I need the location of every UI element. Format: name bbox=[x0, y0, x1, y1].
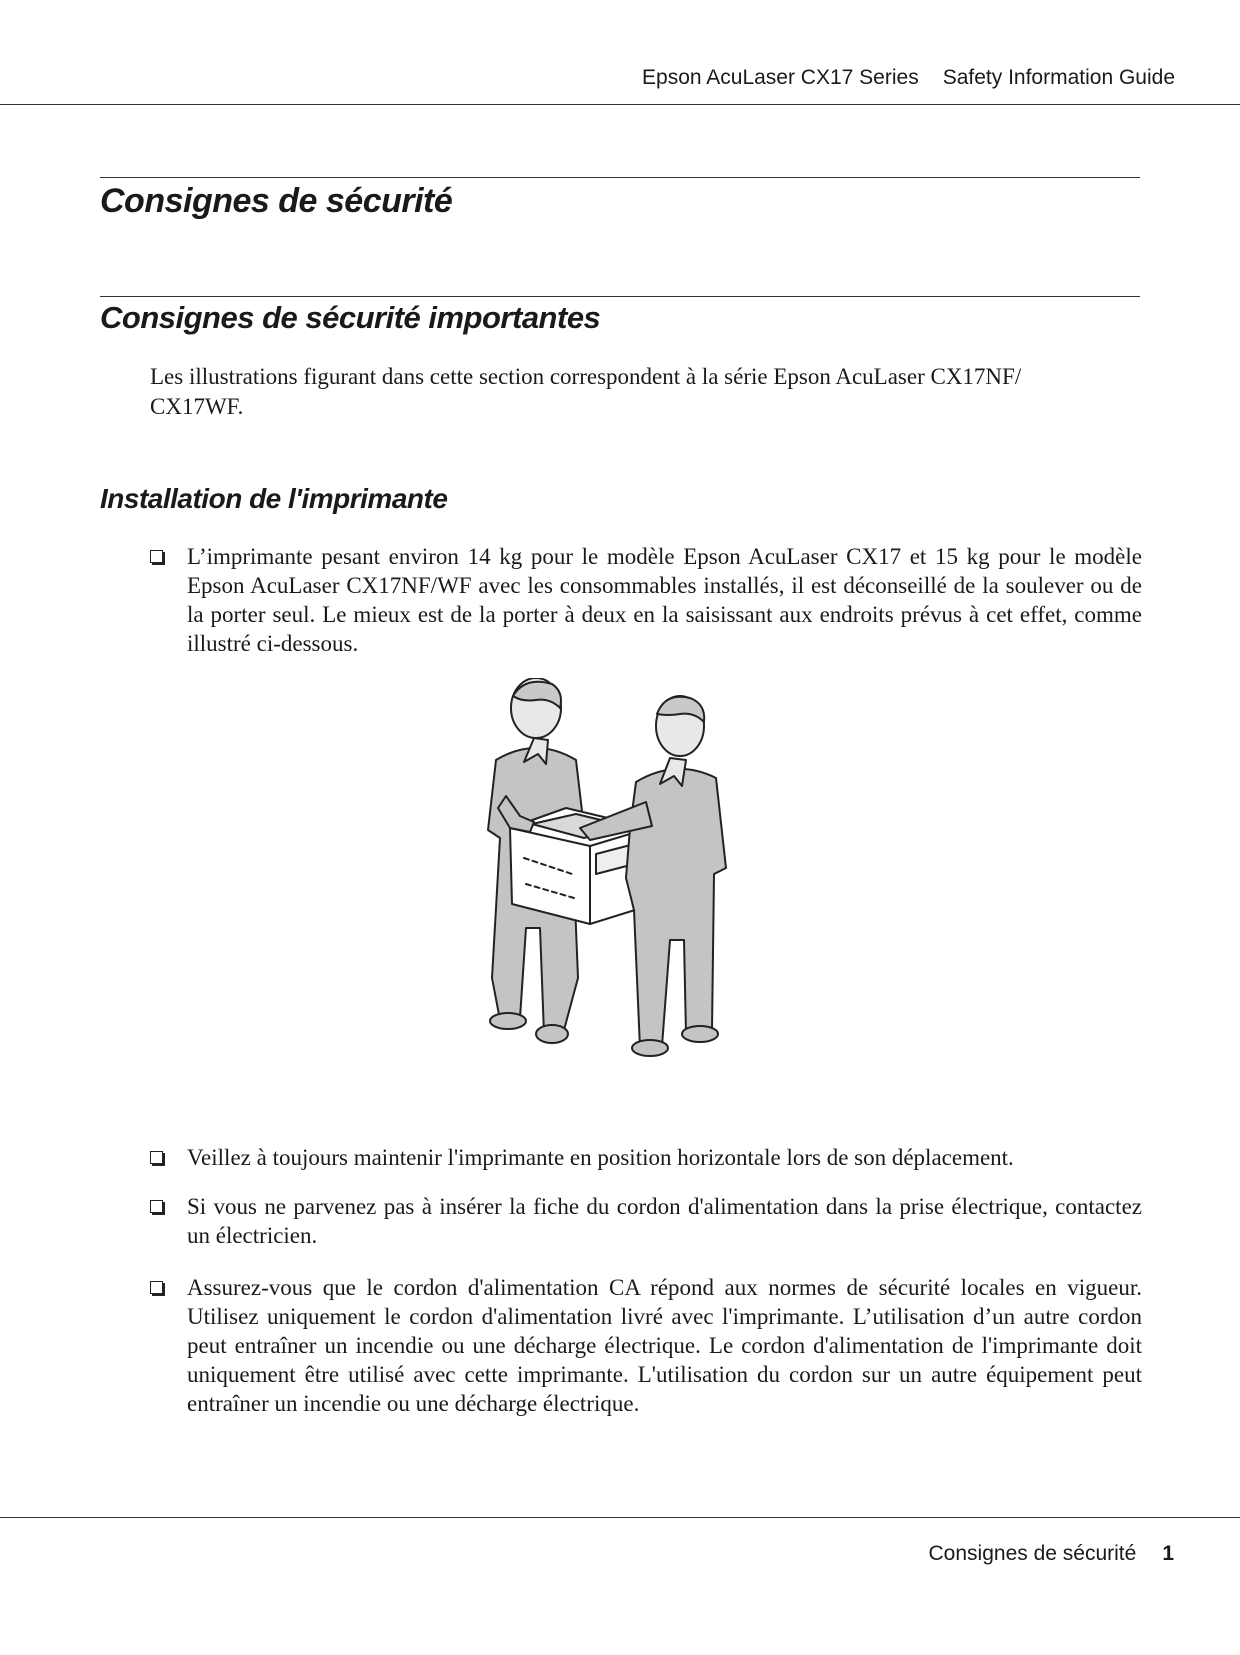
list-item-text: Assurez-vous que le cordon d'alimentation CA répond aux normes de sécurité locales en vigueur. Utilisez uniquement le cordon d'alimentation livré avec l'imprimante. L’utilisation d’un autre cordon peut entraîner un incendie ou une décharge électrique. Le cordon d'alimentation de l'imprimante doit uniquement être utilisé avec cette imprimante. L'utilisation du cordon sur un autre équipement peut entraîner un incendie ou une décharge électrique. bbox=[187, 1275, 1142, 1416]
section-intro: Les illustrations figurant dans cette section correspondent à la série Epson AcuLaser CX17NF/ CX17WF. bbox=[150, 364, 1022, 419]
page-number: 1 bbox=[1162, 1542, 1174, 1565]
list-item bbox=[150, 1273, 1142, 1418]
list-item-text: L’imprimante pesant environ 14 kg pour le modèle Epson AcuLaser CX17 et 15 kg pour le modèle Epson AcuLaser CX17NF/WF avec les consommables installés, il est déconseillé de la soulever ou de la porter seul. Le mieux est de la porter à deux en la saisissant aux endroits prévus à cet effet, comme illustré ci-dessous. bbox=[187, 544, 1142, 656]
header-text bbox=[642, 66, 1175, 90]
subsection-title: Installation de l'imprimante bbox=[100, 483, 448, 514]
page-header bbox=[0, 0, 1240, 105]
checkbox-bullet-icon bbox=[150, 1200, 163, 1213]
section-title: Consignes de sécurité importantes bbox=[100, 300, 601, 335]
footer-text bbox=[929, 1542, 1174, 1566]
list-item bbox=[150, 1143, 1142, 1172]
checkbox-bullet-icon bbox=[150, 1151, 163, 1164]
list-item bbox=[150, 542, 1142, 658]
two-people-carrying-printer-illustration bbox=[480, 678, 760, 1108]
footer-section: Consignes de sécurité bbox=[928, 1542, 1137, 1565]
section-rule bbox=[100, 296, 1140, 297]
page-footer bbox=[0, 1517, 1240, 1518]
header-guide: Safety Information Guide bbox=[942, 66, 1175, 89]
list-item bbox=[150, 1192, 1142, 1250]
page-title: Consignes de sécurité bbox=[100, 182, 453, 220]
checkbox-bullet-icon bbox=[150, 1281, 163, 1294]
list-item-text: Veillez à toujours maintenir l'imprimante en position horizontale lors de son déplacement. bbox=[187, 1145, 1014, 1170]
title-rule bbox=[100, 177, 1140, 178]
list-item-text: Si vous ne parvenez pas à insérer la fiche du cordon d'alimentation dans la prise électrique, contactez un électricien. bbox=[187, 1194, 1142, 1248]
checkbox-bullet-icon bbox=[150, 550, 163, 563]
header-product: Epson AcuLaser CX17 Series bbox=[642, 66, 919, 89]
